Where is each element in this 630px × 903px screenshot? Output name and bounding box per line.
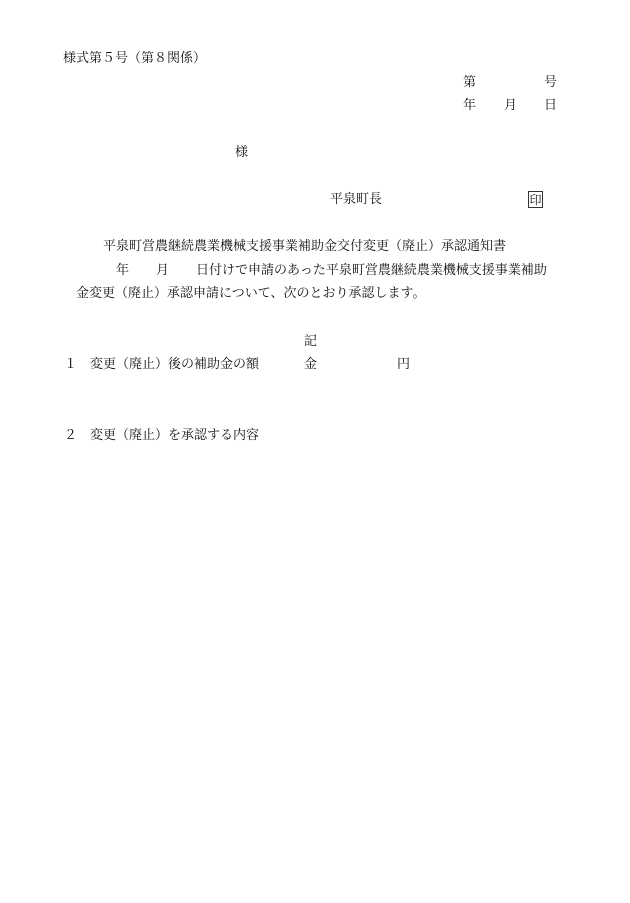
- item-2-number: ２: [64, 428, 78, 443]
- item-1-amount-suffix: 円: [397, 357, 411, 372]
- item-1-label: 変更（廃止）後の補助金の額: [90, 357, 260, 372]
- body-year: 年: [116, 263, 130, 278]
- date-year: 年: [463, 98, 477, 113]
- item-2-label: 変更（廃止）を承認する内容: [90, 428, 260, 443]
- body-month: 月: [156, 263, 170, 278]
- ki-heading: 記: [304, 334, 318, 349]
- form-label: 様式第５号（第８関係）: [63, 51, 207, 66]
- date-day: 日: [544, 98, 558, 113]
- addressee-suffix: 様: [235, 145, 249, 160]
- doc-number-dai: 第: [463, 75, 477, 90]
- document-title: 平泉町営農継続農業機械支援事業補助金交付変更（廃止）承認通知書: [103, 239, 507, 254]
- doc-number-go: 号: [544, 75, 558, 90]
- item-1-amount-prefix: 金: [304, 357, 318, 372]
- date-month: 月: [504, 98, 518, 113]
- body-line2-text: 金変更（廃止）承認申請について、次のとおり承認します。: [76, 286, 426, 301]
- issuer: 平泉町長: [330, 192, 383, 207]
- body-line1-text: 日付けで申請のあった平泉町営農継続農業機械支援事業補助: [196, 263, 547, 278]
- seal-stamp: 印: [529, 193, 542, 207]
- item-1-number: １: [64, 357, 78, 372]
